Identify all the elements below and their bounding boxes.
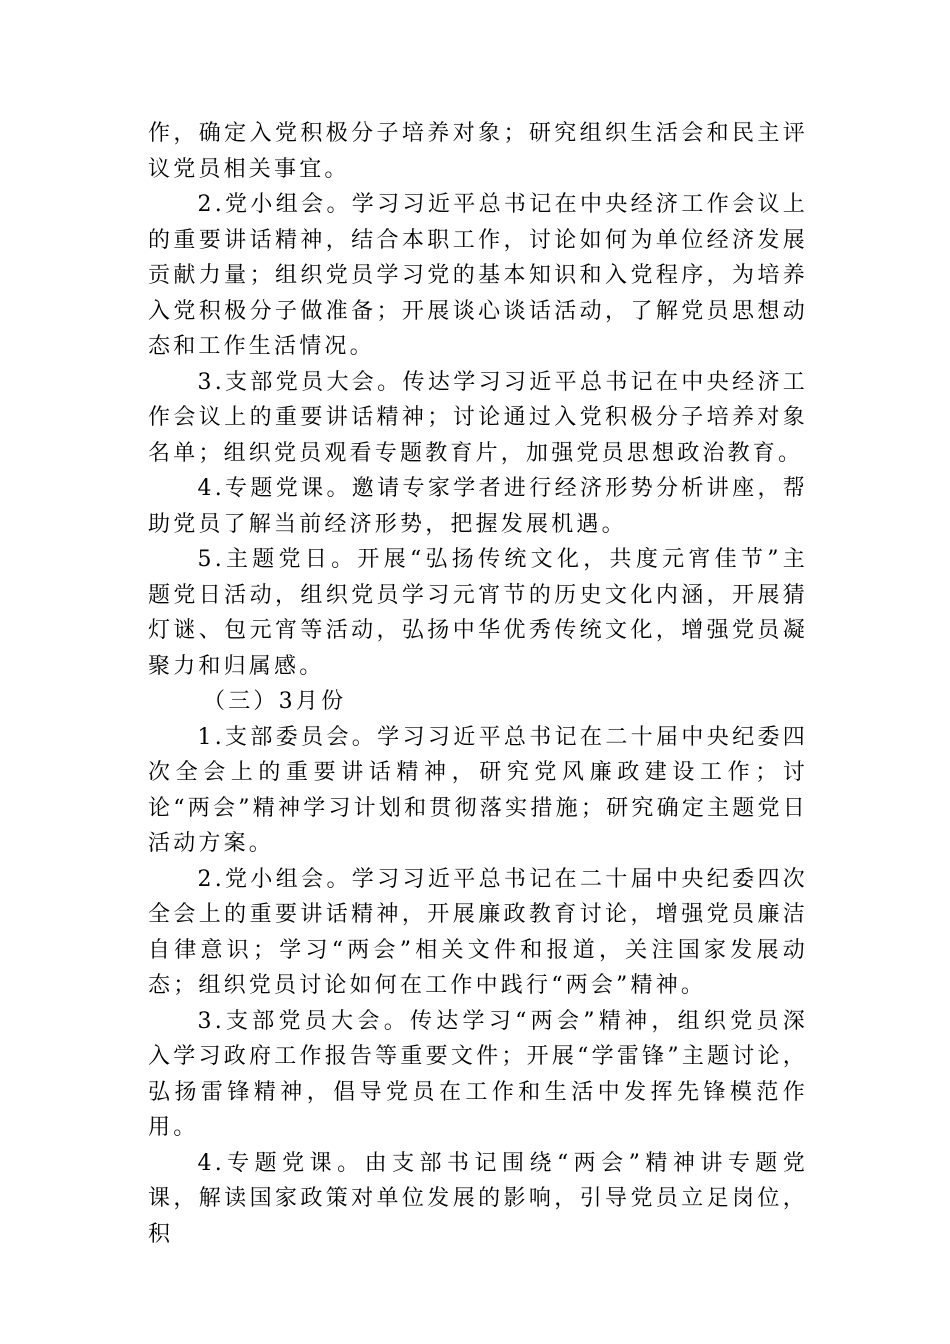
paragraph-march-special-party-lecture: 4.专题党课。由支部书记围绕“两会”精神讲专题党课，解读国家政策对单位发展的影响，引导党员立足岗位，积 — [148, 1150, 808, 1247]
paragraph-march-branch-committee: 1.支部委员会。学习习近平总书记在二十届中央纪委四次全会上的重要讲话精神，研究党风廉政建设工作；讨论“两会”精神学习计划和贯彻落实措施；研究确定主题党日活动方案。 — [148, 724, 808, 856]
section-heading-march: （三）3月份 — [203, 689, 347, 714]
document-body — [148, 116, 808, 1252]
paragraph-march-branch-general-meeting: 3.支部党员大会。传达学习“两会”精神，组织党员深入学习政府工作报告等重要文件；开展“学雷锋”主题讨论，弘扬雷锋精神，倡导党员在工作和生活中发挥先锋模范作用。 — [148, 1008, 808, 1140]
paragraph-branch-general-meeting: 3.支部党员大会。传达学习习近平总书记在中央经济工作会议上的重要讲话精神；讨论通过入党积极分子培养对象名单；组织党员观看专题教育片，加强党员思想政治教育。 — [148, 369, 808, 466]
paragraph-special-party-lecture: 4.专题党课。邀请专家学者进行经济形势分析讲座，帮助党员了解当前经济形势，把握发展机遇。 — [148, 476, 808, 537]
paragraph-theme-party-day: 5.主题党日。开展“弘扬传统文化，共度元宵佳节”主题党日活动，组织党员学习元宵节的历史文化内涵，开展猜灯谜、包元宵等活动，弘扬中华优秀传统文化，增强党员凝聚力和归属感。 — [148, 547, 808, 679]
paragraph-continued: 作，确定入党积极分子培养对象；研究组织生活会和民主评议党员相关事宜。 — [148, 121, 808, 182]
paragraph-march-party-group-meeting: 2.党小组会。学习习近平总书记在二十届中央纪委四次全会上的重要讲话精神，开展廉政教育讨论，增强党员廉洁自律意识；学习“两会”相关文件和报道，关注国家发展动态；组织党员讨论如何在工作中践行“两会”精神。 — [148, 866, 808, 998]
paragraph-party-group-meeting: 2.党小组会。学习习近平总书记在中央经济工作会议上的重要讲话精神，结合本职工作，讨论如何为单位经济发展贡献力量；组织党员学习党的基本知识和入党程序，为培养入党积极分子做准备；开展谈心谈话活动，了解党员思想动态和工作生活情况。 — [148, 192, 808, 359]
